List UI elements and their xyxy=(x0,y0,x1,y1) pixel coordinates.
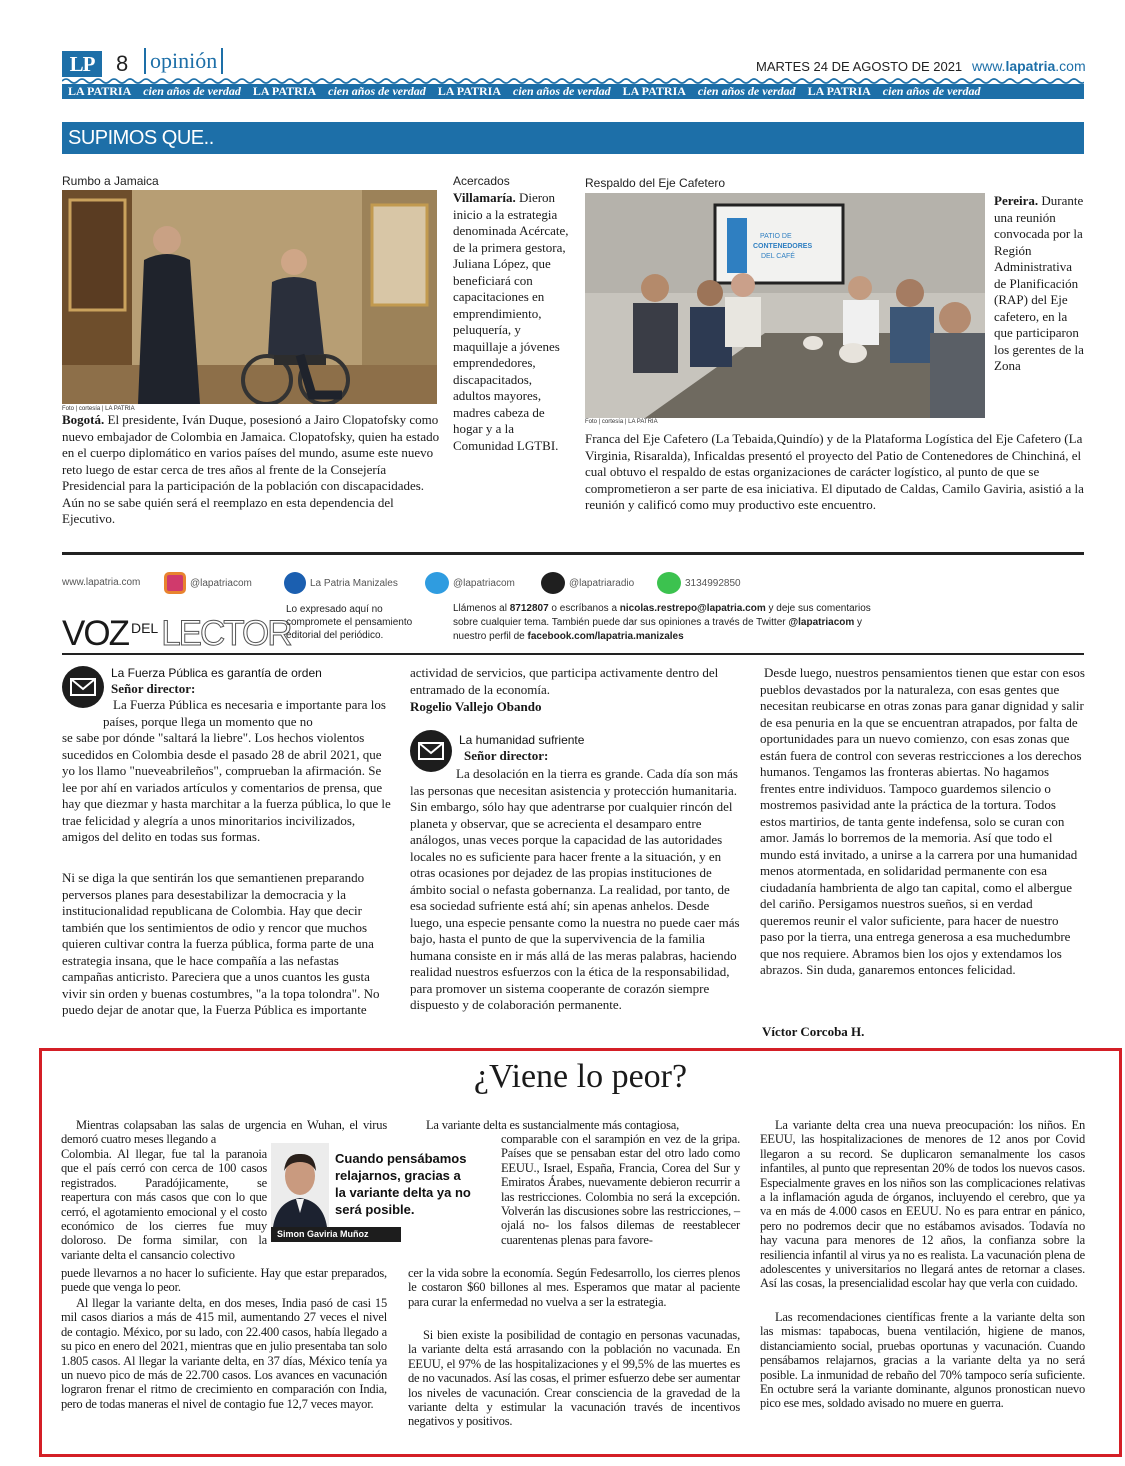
letter2-body: La desolación en la tierra es grande. Cada día son más las personas que necesitan asistencia y protección humanitaria. Sin embargo, sólo hay que adentrarse por cualquier rincón del planeta y observar, que se acrecienta el desamparo entre análogos, unas veces porque la capacidad de las autoridades locales no es suficiente para hacer frente a la situación, y en otras ocasiones por dejadez de las propias instituciones de ámbito social o nefasta gobernanza. La realidad, por tanto, de esa sociedad sufriente está ahí; sin apenas anhelos. Desde luego, una especie pensante como la nuestra no puede caer más bajo, hasta el punto de que la supervivencia de la familia humana consiste en ir más allá de las meras palabras, haciendo realidad nuestros esfuerzos con la ética de la responsabilidad, para promover un sistema cooperante de corazón siempre dispuesto y de colaboración permanente. xyxy=(410,766,740,1012)
strip-brand: LA PATRIA xyxy=(252,84,317,98)
column-col1-wrap: Colombia. Al llegar, fue tal la paranoia que el país cerró con cerca de 100 casos registrados. Paradójicamente, se reapertura con más casos que con lo que cerró, el agotamiento emocional y el costo económico de los cierres fue muy doloroso. De forma similar, con la variante delta el cansancio colectivo xyxy=(61,1147,267,1262)
supimos-section-bar xyxy=(62,122,1084,154)
eje-kicker: Respaldo del Eje Cafetero xyxy=(585,176,726,190)
jamaica-photo-illustration xyxy=(62,190,437,404)
author-name: Simon Gaviria Muñoz xyxy=(271,1227,401,1242)
strip-tagline: cien años de verdad xyxy=(882,84,981,98)
section-name: opinión xyxy=(144,48,223,74)
page-number: 8 xyxy=(116,51,129,76)
envelope-icon xyxy=(62,666,104,708)
jamaica-photo-credit: Foto | cortesía | LA PATRIA xyxy=(62,406,135,412)
letter1-continuation: actividad de servicios, que participa activamente dentro del entramado de la economía. xyxy=(410,665,719,697)
letter1-intro: La Fuerza Pública es necesaria e importante para los países, porque llega un momento que no xyxy=(103,697,386,729)
eje-photo-illustration xyxy=(585,193,985,418)
column-col3-children: La variante delta crea una nueva preocupación: los niños. En EEUU, las hospitalizaciones de menores de 12 anos por Covid llegaron a su record. Se duplicaron semanalmente los casos infantiles, al punto que representan 20% de todos los nuevos casos. Especialmente graves en los niños son las complicaciones relativas a la inflamación aguda de órganos, incluyendo el cerebro, que ya va en más de 4.000 casos en EEUU. No es para entrar en pánico, pero no podremos decir que no estábamos avisados. Todavía no hay vacuna para menores de 12 años, la confianza sobre la resiliencia infantil al virus ya no es realista. La vacunación plena de adolescentes y universitarios no llegará antes de retornar a clases. Así las cosas, la presencialidad escolar hay que verla con cuidado. xyxy=(760,1118,1085,1291)
letter1-body: se sabe por dónde "saltará la liebre". Los hechos violentos sucedidos en Colombia desde el pasado 28 de abril 2021, que yo los llamo "nueveabrileños", comprueban la afirmación. Se lee por ahí en variados artículos y comentarios de prensa, que hay que diezmar y hasta marchitar a la fuerza pública, lo que le trae felicidad y alegría a unos minoritarios incivilizados, amigos del delito en todas sus formas. xyxy=(62,730,391,844)
screen-text-1: PATIO DE xyxy=(760,233,792,240)
envelope-glyph xyxy=(62,666,104,708)
facebook-icon xyxy=(284,572,306,594)
contact-email-link[interactable]: nicolas.restrepo@lapatria.com xyxy=(619,603,766,614)
voz-disclaimer: Lo expresado aquí no compromete el pensamiento editorial del periódico. xyxy=(286,604,413,641)
strip-tagline: cien años de verdad xyxy=(513,84,611,98)
lapatria-logo: LP xyxy=(62,51,102,77)
social-twitter[interactable]: @lapatriacom xyxy=(425,572,515,594)
whatsapp-icon xyxy=(657,572,681,594)
letter2-heading: La humanidad sufriente xyxy=(459,733,585,747)
strip-brand: LA PATRIA xyxy=(437,84,502,98)
author-portrait xyxy=(271,1143,329,1227)
column-col1-india: Al llegar la variante delta, en dos meses, India pasó de casi 15 mil casos diarios a más de 415 mil, aumentando 27 veces el nivel de contagio. México, por su lado, con 22.400 casos, había llegado a su pico en enero del 2021, mientras que en julio presentaba tan solo 1.805 casos. Al llegar la variante delta, en 37 días, México tenía ya un nuevo pico de más de 22.700 casos. Los avances en vacunación lograron frenar el ritmo de crecimiento en comparación con India, pero de todas maneras el nivel de contagio fue 12,7 veces mayor. xyxy=(61,1296,387,1411)
header-url-link[interactable]: www.lapatria.com xyxy=(972,58,1086,74)
jamaica-photo xyxy=(62,190,437,404)
social-whatsapp[interactable]: 3134992850 xyxy=(657,572,741,594)
strip-brand: LA PATRIA xyxy=(807,84,871,98)
acercados-story: Villamaría. Dieron inicio a la estrategia denominada Acércate, de la primera gestora, Juliana López, que beneficiará con capacitaciones en emprendimiento, peluquería, y maquillaje a jóvenes emprendedores, discapacitados, adultos mayores, madres cabeza de hogar y a la Comunidad LGTBI. xyxy=(453,190,569,453)
brand-strip xyxy=(62,84,1084,99)
letter1-signature: Rogelio Vallejo Obando xyxy=(410,699,542,714)
screen-text-2: CONTENEDORES xyxy=(753,243,813,250)
author-photo xyxy=(271,1143,329,1227)
supimos-section-title: SUPIMOS QUE.. xyxy=(68,127,214,149)
issue-date: MARTES 24 DE AGOSTO DE 2021 xyxy=(756,59,963,74)
letter1-body-2: Ni se diga la que sentirán los que semantienen preparando perversos planes para desestabilizar la democracia y la institucionalidad republicana de Colombia. Hay que decir también que los sentimientos de odio y rencor que muchos quieren cultivar contra la fuerza pública, forma parte de una estrategia insana, que le hace compañía a las nefastas campañas anticristo. Pareciera que a unos cuantos les gusta vivir sin orden y buenas costumbres, "a la topa tolondra". No puedo dejar de anotar que, la Fuerza Pública es importante xyxy=(62,870,380,1017)
eje-photo xyxy=(585,193,985,418)
column-col1-continue: puede llevarnos a no hacer lo suficiente. Hay que estar preparados, puede que venga lo peor. xyxy=(61,1266,387,1295)
social-instagram[interactable]: @lapatriacom xyxy=(164,572,252,594)
letter1-salute: Señor director: xyxy=(111,681,196,696)
twitter-icon xyxy=(425,572,449,594)
spotify-icon xyxy=(541,572,565,594)
screen-text-3: DEL CAFÉ xyxy=(761,253,795,260)
jamaica-kicker: Rumbo a Jamaica xyxy=(62,174,159,188)
column-col2-continue: cer la vida sobre la economía. Según Fedesarrollo, los cierres plenos le costaron $60 billones al mes. Esperamos que matar al paciente para curar la enfermedad no vuelva a ser la estrategia. xyxy=(408,1266,740,1309)
column-col2-intro: La variante delta es sustancialmente más contagiosa, xyxy=(426,1118,680,1132)
jamaica-story: Bogotá. El presidente, Iván Duque, posesionó a Jairo Clopatofsky como nuevo embajador de Colombia en Jamaica. Clopatofsky, quien ha estado en el cuerpo diplomático en varios países del mundo, asume este nuevo reto luego de estar cerca de tres años al frente de la Consejería Presidencial para la participación de la población con discapacidades. Aún no se sabe quién será el reemplazo en esta dependencia del Ejecutivo. xyxy=(62,412,440,526)
social-facebook[interactable]: La Patria Manizales xyxy=(284,572,398,594)
eje-photo-credit: Foto | cortesía | LA PATRIA xyxy=(585,419,658,425)
column-col3-recommendations: Las recomendaciones científicas frente a la variante delta son las mismas: tapabocas, buena ventilación, higiene de manos, distanciamiento social, pruebas oportunas y vacunación. Cuando pensábamos relajarnos, gracias a la variante delta ya no será posible. La inmunidad de rebaño del 70% tampoco sería suficiente. En octubre será la variante dominante, algunos pronostican nuevo pico ese mes, soldado avisado no muere en guerra. xyxy=(760,1310,1085,1411)
strip-brand: LA PATRIA xyxy=(622,84,686,98)
eje-story-side: Pereira. Durante una reunión convocada por la Región Administrativa de Planificación (RAP) del Eje cafetero, en la que participaron los gerentes de la Zona xyxy=(994,193,1084,373)
column-col2-vaccines: Si bien existe la posibilidad de contagio en personas vacunadas, la variante delta está arrasando con la población no vacunada. En EEUU, el 97% de las hospitalizaciones y el 99,5% de las muertes es de no vacunados. Así las cosas, el primer esfuerzo debe ser aumentar los niveles de vacunación. Crear consciencia de la gravedad de la variante delta y estimular la vacunación través de incentivos negativos y positivos. xyxy=(408,1328,740,1429)
letters-divider xyxy=(62,653,1084,655)
letter2-salute: Señor director: xyxy=(464,748,549,763)
section-divider xyxy=(62,552,1084,555)
strip-tagline: cien años de verdad xyxy=(697,84,796,98)
strip-tagline: cien años de verdad xyxy=(143,84,241,98)
voz-contact-info: Llámenos al 8712807 o escríbanos a nicolas.restrepo@lapatria.com y deje sus comentarios sobre cualquier tema. También puede dar sus opiniones a través de Twitter @lapatriacom y nuestro perfil de facebook.com/lapatria.manizales xyxy=(453,603,871,642)
strip-brand: LA PATRIA xyxy=(68,84,132,98)
pull-quote: Cuando pensábamos relajarnos, gracias a la variante delta ya no será posible. xyxy=(335,1151,471,1217)
contact-twitter-link[interactable]: @lapatriacom xyxy=(788,617,855,628)
social-spotify[interactable]: @lapatriaradio xyxy=(541,572,634,594)
letter2-continuation: Desde luego, nuestros pensamientos tienen que estar con esos pueblos devastados por la naturaleza, con esas gentes que necesitan reubicarse en otras zonas para ganar dignidad y salir de esa penuria en la que se encuentran atrapados, por falta de oportunidades para un nuevo comienzo, con esas zonas que están fuera de control con severas restricciones a los derechos humanos. Tengamos las fronteras abiertas. No hagamos frentes entre individuos. Tampoco guardemos silencio o mostremos pasividad ante la práctica de la tortura. Todos estos martirios, de tanta gente indefensa, solo se curan con amor. Jamás lo borremos de la memoria. Así que todo el mundo está invitado, a unirse a la carrera por una humanidad menos atormentada, en solidaridad permanente con esa ciudadanía hambrienta de algo tan capital, como el albergue del cariño. Persigamos nuestros sueños, si en verdad queremos reunir el valor suficiente, para hacer de nuestro paso por la tierra, una entrega generosa a esa muchedumbre que nos requiere. Abramos bien los ojos y extendamos los abrazos. Sin duda, ganaremos entonces felicidad. xyxy=(760,665,1085,977)
letter2-signature: Víctor Corcoba H. xyxy=(762,1024,865,1039)
column-col2-wrap: comparable con el sarampión en vez de la gripa. Países que se pensaban estar del otro lado como EEUU., Israel, España, Francia, Corea del Sur y Emiratos Árabes, nuevamente debieron recurrir a las restricciones. Colombia no será la excepción. Volverán las discusiones sobre las restricciones, – ojalá no- los falsos dilemas de reestablecer cuarentenas plenas para favore- xyxy=(501,1132,740,1247)
letter1-heading: La Fuerza Pública es garantía de orden xyxy=(111,666,322,680)
contact-facebook-link[interactable]: facebook.com/lapatria.manizales xyxy=(527,631,684,642)
column-title: ¿Viene lo peor? xyxy=(473,1058,688,1095)
eje-story-bottom: Franca del Eje Cafetero (La Tebaida,Quindío) y de la Plataforma Logística del Eje Cafetero (La Virginia, Risaralda), Inficaldas presentó el proyecto del Patio de Contenedores de Chinchiná, el cual obtuvo el respaldo de estas organizaciones de carácter logístico, al punto de que se comprometieron a ser parte de esa iniciativa. El diputado de Caldas, Camilo Gaviria, asistió a la reunión y calificó como muy productivo este encuentro. xyxy=(585,431,1084,512)
voz-del-lector-title: VOZ $^{DEL}$LECTOR xyxy=(62,614,291,653)
social-web[interactable]: www.lapatria.com xyxy=(62,577,141,588)
acercados-kicker: Acercados xyxy=(453,174,510,188)
strip-tagline: cien años de verdad xyxy=(328,84,426,98)
instagram-icon xyxy=(164,572,186,594)
column-col1-intro: Mientras colapsaban las salas de urgencia en Wuhan, el virus demoró cuatro meses llegando a xyxy=(61,1118,387,1147)
